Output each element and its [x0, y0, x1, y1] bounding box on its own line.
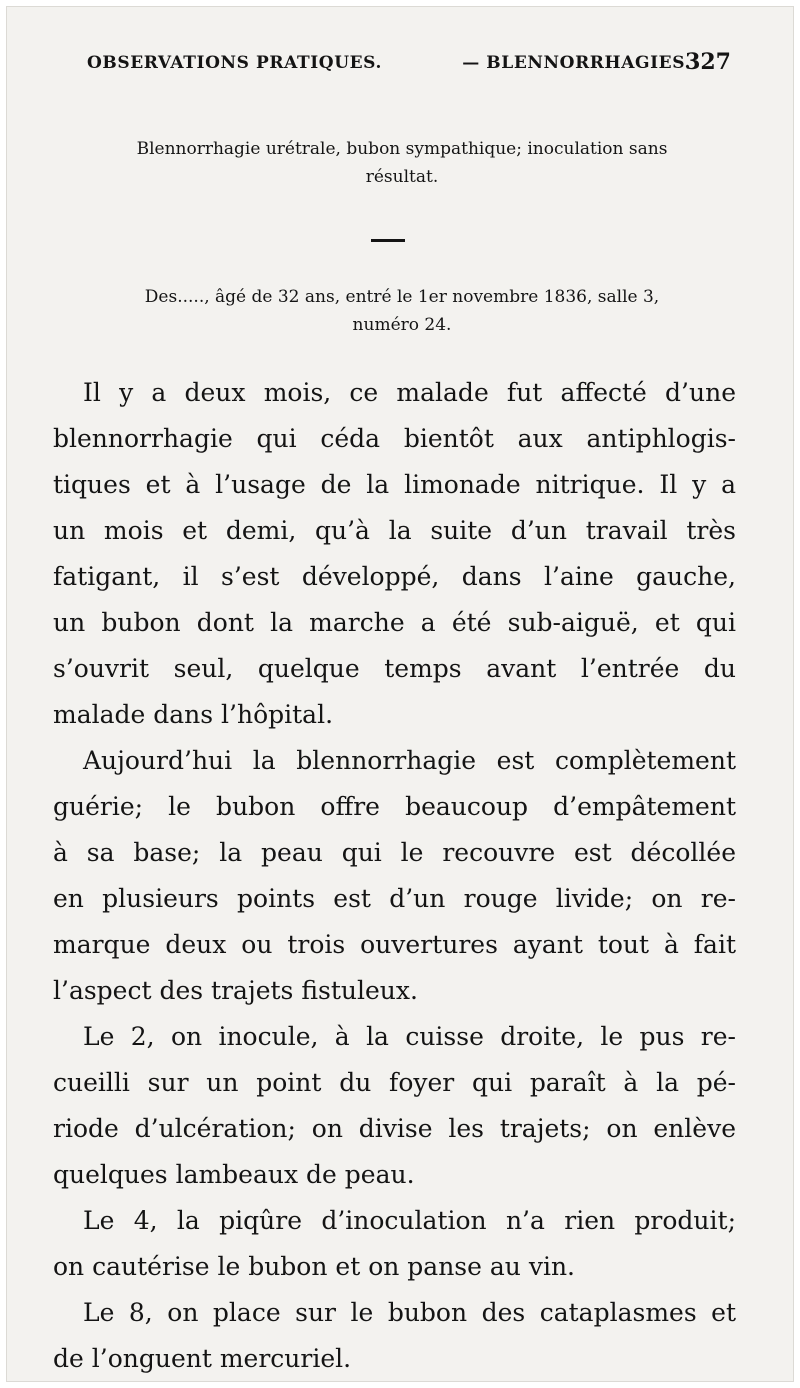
body-text-line: fatigant, il s’est développé, dans l’aine gauche,: [53, 562, 736, 591]
body-text-line: Le 4, la piqûre d’inoculation n’a rien produit;: [83, 1206, 736, 1235]
body-text-line: cueilli sur un point du foyer qui paraît à la pé-: [53, 1068, 736, 1097]
book-page: [6, 6, 794, 1382]
running-title-right: — BLENNORRHAGIES.: [462, 53, 691, 73]
body-text-line: quelques lambeaux de peau.: [53, 1160, 415, 1189]
body-text-line: riode d’ulcération; on divise les trajets; on enlève: [53, 1114, 736, 1143]
body-text-line: on cautérise le bubon et on panse au vin.: [53, 1252, 575, 1281]
body-text-line: un mois et demi, qu’à la suite d’un travail très: [53, 516, 736, 545]
body-text-line: blennorrhagie qui céda bientôt aux antiphlogis-: [53, 424, 736, 453]
body-text-line: guérie; le bubon offre beaucoup d’empâtement: [53, 792, 736, 821]
body-text-line: Le 2, on inocule, à la cuisse droite, le pus re-: [83, 1022, 736, 1051]
body-text-line: s’ouvrit seul, quelque temps avant l’entrée du: [53, 654, 736, 683]
body-text-line: l’aspect des trajets fistuleux.: [53, 976, 418, 1005]
running-header: [87, 49, 731, 79]
body-text-line: Il y a deux mois, ce malade fut affecté d’une: [83, 378, 736, 407]
body-text-line: un bubon dont la marche a été sub-aiguë, et qui: [53, 608, 736, 637]
case-title-line: Blennorrhagie urétrale, bubon sympathique; inoculation sans: [136, 139, 668, 159]
body-text-line: à sa base; la peau qui le recouvre est décollée: [53, 838, 736, 867]
section-divider: [371, 239, 405, 242]
page-number: 327: [685, 49, 731, 75]
body-text-line: marque deux ou trois ouvertures ayant tout à fait: [53, 930, 736, 959]
body-text-line: tiques et à l’usage de la limonade nitrique. Il y a: [53, 470, 736, 499]
patient-info: [57, 283, 747, 339]
case-title: [57, 135, 747, 191]
running-title-left: OBSERVATIONS PRATIQUES.: [87, 53, 382, 73]
body-text-line: Le 8, on place sur le bubon des cataplasmes et: [83, 1298, 736, 1327]
body-text-line: malade dans l’hôpital.: [53, 700, 334, 729]
body-text-line: de l’onguent mercuriel.: [53, 1344, 352, 1373]
case-title-line: résultat.: [365, 167, 439, 187]
body-text-line: en plusieurs points est d’un rouge livide; on re-: [53, 884, 736, 913]
patient-info-line: Des....., âgé de 32 ans, entré le 1er novembre 1836, salle 3,: [144, 287, 660, 307]
patient-info-line: numéro 24.: [352, 315, 452, 335]
body-text-line: Aujourd’hui la blennorrhagie est complètement: [83, 746, 736, 775]
